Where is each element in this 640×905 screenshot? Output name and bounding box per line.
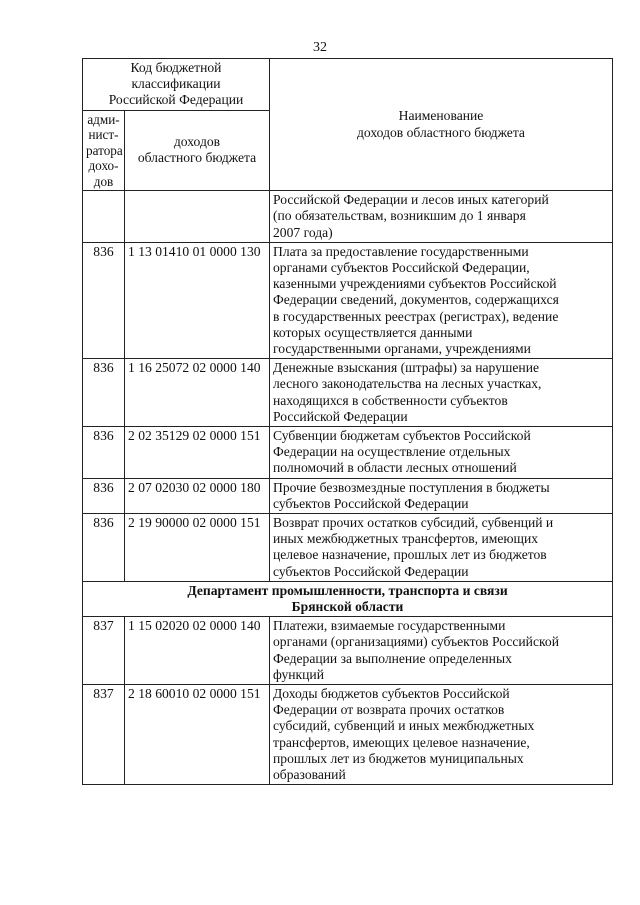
table-row <box>83 617 613 685</box>
text-line: образований <box>273 767 346 783</box>
table-row <box>83 426 613 478</box>
administrator-code <box>83 191 125 243</box>
text-line: Возврат прочих остатков субсидий, субвенций и <box>273 514 554 530</box>
administrator-code: 836 <box>83 513 125 581</box>
income-name <box>270 617 613 685</box>
text-line: Наименование <box>398 108 484 124</box>
administrator-code: 836 <box>83 359 125 427</box>
header-income-code <box>125 110 270 191</box>
income-name <box>270 685 613 785</box>
text-line: полномочий в области лесных отношений <box>273 460 517 476</box>
income-code: 2 18 60010 02 0000 151 <box>125 685 270 785</box>
text-line: иных межбюджетных трансфертов, имеющих <box>273 531 539 547</box>
administrator-code: 836 <box>83 478 125 513</box>
text-line: государственными органами, учреждениями <box>273 340 531 356</box>
department-row <box>83 581 613 616</box>
income-code: 1 16 25072 02 0000 140 <box>125 359 270 427</box>
text-line: казенными учреждениями субъектов Российской <box>273 276 557 292</box>
administrator-code: 836 <box>83 426 125 478</box>
income-name <box>270 359 613 427</box>
administrator-code: 837 <box>83 617 125 685</box>
text-line: 2007 года) <box>273 224 333 240</box>
text-line: Доходы бюджетов субъектов Российской <box>273 686 510 701</box>
text-line: областного бюджета <box>137 150 257 166</box>
text-line: Федерации сведений, документов, содержащихся <box>273 292 559 308</box>
text-line: Российской Федерации и лесов иных категорий <box>273 192 549 208</box>
text-line: лесного законодательства на лесных участках, <box>273 376 542 392</box>
text-line: Российской Федерации <box>108 92 244 108</box>
header-income-name <box>270 59 613 191</box>
page-number: 32 <box>313 40 327 55</box>
text-line: субсидий, субвенций и иных межбюджетных <box>273 718 535 734</box>
text-line: Брянской области <box>291 598 404 614</box>
table-row <box>83 685 613 785</box>
text-line: функций <box>273 666 324 682</box>
text-line: субъектов Российской Федерации <box>273 563 469 579</box>
text-line: Российской Федерации <box>273 408 408 424</box>
text-line: (по обязательствам, возникшим до 1 января <box>273 208 526 224</box>
text-line: находящихся в собственности субъектов <box>273 392 508 408</box>
text-line: трансфертов, имеющих целевое назначение, <box>273 734 530 750</box>
administrator-code: 837 <box>83 685 125 785</box>
text-line: Федерации за выполнение определенных <box>273 650 512 666</box>
header-row-top <box>83 59 613 111</box>
table-row <box>83 359 613 427</box>
income-code: 1 13 01410 01 0000 130 <box>125 242 270 358</box>
text-line: Код бюджетной <box>130 60 222 75</box>
text-line: Денежные взыскания (штрафы) за нарушение <box>273 360 540 376</box>
text-line: нист- <box>88 127 119 143</box>
budget-classification-table <box>82 58 613 785</box>
text-line: ратора <box>86 142 123 158</box>
text-line: дохо- <box>88 158 119 174</box>
text-line: классификации <box>131 76 221 92</box>
header-administrator <box>83 110 125 191</box>
income-name <box>270 478 613 513</box>
income-code: 1 15 02020 02 0000 140 <box>125 617 270 685</box>
income-code: 2 19 90000 02 0000 151 <box>125 513 270 581</box>
text-line: Федерации от возврата прочих остатков <box>273 702 505 718</box>
text-line: Федерации на осуществление отдельных <box>273 444 511 460</box>
table-row <box>83 513 613 581</box>
header-budget-code-group <box>83 59 270 111</box>
text-line: которых осуществляется данными <box>273 324 473 340</box>
table-row <box>83 478 613 513</box>
text-line: Прочие безвозмездные поступления в бюджеты <box>273 479 550 495</box>
table-row <box>83 191 613 243</box>
text-line: целевое назначение, прошлых лет из бюджетов <box>273 547 547 563</box>
income-code <box>125 191 270 243</box>
text-line: прошлых лет из бюджетов муниципальных <box>273 750 524 766</box>
income-name <box>270 191 613 243</box>
income-code: 2 02 35129 02 0000 151 <box>125 426 270 478</box>
text-line: Департамент промышленности, транспорта и связи <box>187 582 508 598</box>
text-line: адми- <box>87 111 120 127</box>
text-line: органами субъектов Российской Федерации, <box>273 259 530 275</box>
income-code: 2 07 02030 02 0000 180 <box>125 478 270 513</box>
text-line: органами (организациями) субъектов Российской <box>273 634 559 650</box>
text-line: доходов <box>173 134 221 150</box>
income-name <box>270 242 613 358</box>
table-row <box>83 242 613 358</box>
text-line: доходов областного бюджета <box>357 124 525 140</box>
text-line: Субвенции бюджетам субъектов Российской <box>273 427 531 443</box>
income-name <box>270 513 613 581</box>
text-line: Плата за предоставление государственными <box>273 243 529 259</box>
income-name <box>270 426 613 478</box>
text-line: субъектов Российской Федерации <box>273 495 469 511</box>
administrator-code: 836 <box>83 242 125 358</box>
text-line: в государственных реестрах (регистрах), ведение <box>273 308 559 324</box>
department-name <box>83 581 613 616</box>
text-line: Платежи, взимаемые государственными <box>273 618 506 634</box>
text-line: дов <box>93 173 114 189</box>
table-body <box>83 191 613 785</box>
